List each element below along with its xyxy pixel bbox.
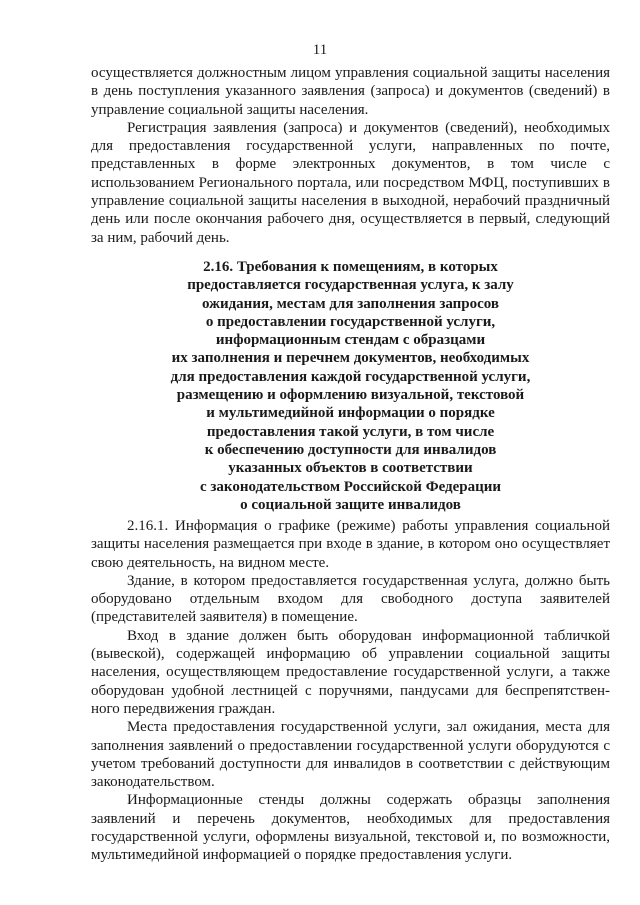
heading-line: о предоставлении государственной услуги, <box>205 313 496 330</box>
heading-line: и мультимедийной информации о порядке <box>206 405 495 422</box>
heading-line: для предоставления каждой государственной услуги, <box>170 368 531 385</box>
heading-line: указанных объектов в соответствии <box>228 460 473 477</box>
heading-line: предоставления такой услуги, в том числе <box>206 423 495 440</box>
paragraph-service-places: Места предоставления государственной услуги, зал ожидания, места для заполнения заявлений о предоставлении государственной услуги оборудуются с учетом требований доступности для инвалидов в соответствии с действующим законодательством. <box>91 719 610 791</box>
heading-line: ожидания, местам для заполнения запросов <box>201 295 500 312</box>
heading-line: их заполнения и перечнем документов, необходимых <box>171 350 530 367</box>
paragraph-continuation: осуществляется должностным лицом управления социальной защиты населения в день поступления указанного заявления (запроса) и документов (сведений) в управление социальной защиты населения. <box>91 65 610 118</box>
paragraph-registration: Регистрация заявления (запроса) и документов (сведений), необходимых для предоставления государственной услуги, направленных по почте, представленных в форме электронных документов, в том числе с использованием Регионального портала, или посредством МФЦ, поступивших в управление социальной защиты населения в выходной, нерабочий праздничный день или после окончания рабочего дня, осуществляется в первый, следующий за ним, рабочий день. <box>91 119 610 246</box>
heading-line: размещению и оформлению визуальной, текстовой <box>176 387 525 404</box>
heading-line: 2.16. Требования к помещениям, в которых <box>203 259 498 275</box>
section-heading-2-16 <box>91 258 610 514</box>
bottom-text-block <box>91 517 610 865</box>
paragraph-info-stands: Информационные стенды должны содержать образцы заполнения заявлений и перечень документов, необходимых для предоставления государственной услуги, оформлены визуальной, текстовой и, по возможности, мультимедийной информацией о порядке предоставления услуги. <box>91 792 610 864</box>
paragraph-entrance-sign: Вход в здание должен быть оборудован информационной табличкой (вывеской), содержащей информацию об управлении социальной защиты населения, осуществляющем предоставление государственной услуги, а также оборудован удобной лестницей с поручнями, пандусами для беспрепятственного передвижения граждан. <box>91 627 610 717</box>
heading-line: информационным стендам с образцами <box>215 332 486 349</box>
paragraph-2-16-1: 2.16.1. Информация о графике (режиме) работы управления социальной защиты населения размещается при входе в здание, в котором оно осуществляет свою деятельность, на видном месте. <box>91 518 610 571</box>
heading-line: предоставляется государственная услуга, к залу <box>187 277 514 294</box>
top-text-block <box>91 64 610 247</box>
heading-line: к обеспечению доступности для инвалидов <box>204 441 497 458</box>
page-number: 11 <box>312 42 328 58</box>
heading-line: о социальной защите инвалидов <box>240 496 461 513</box>
heading-line: с законодательством Российской Федерации <box>199 478 502 495</box>
paragraph-building-entrance: Здание, в котором предоставляется государственная услуга, должно быть оборудовано отдельным входом для свободного доступа заявителей (представителей заявителя) в помещение. <box>91 572 610 626</box>
